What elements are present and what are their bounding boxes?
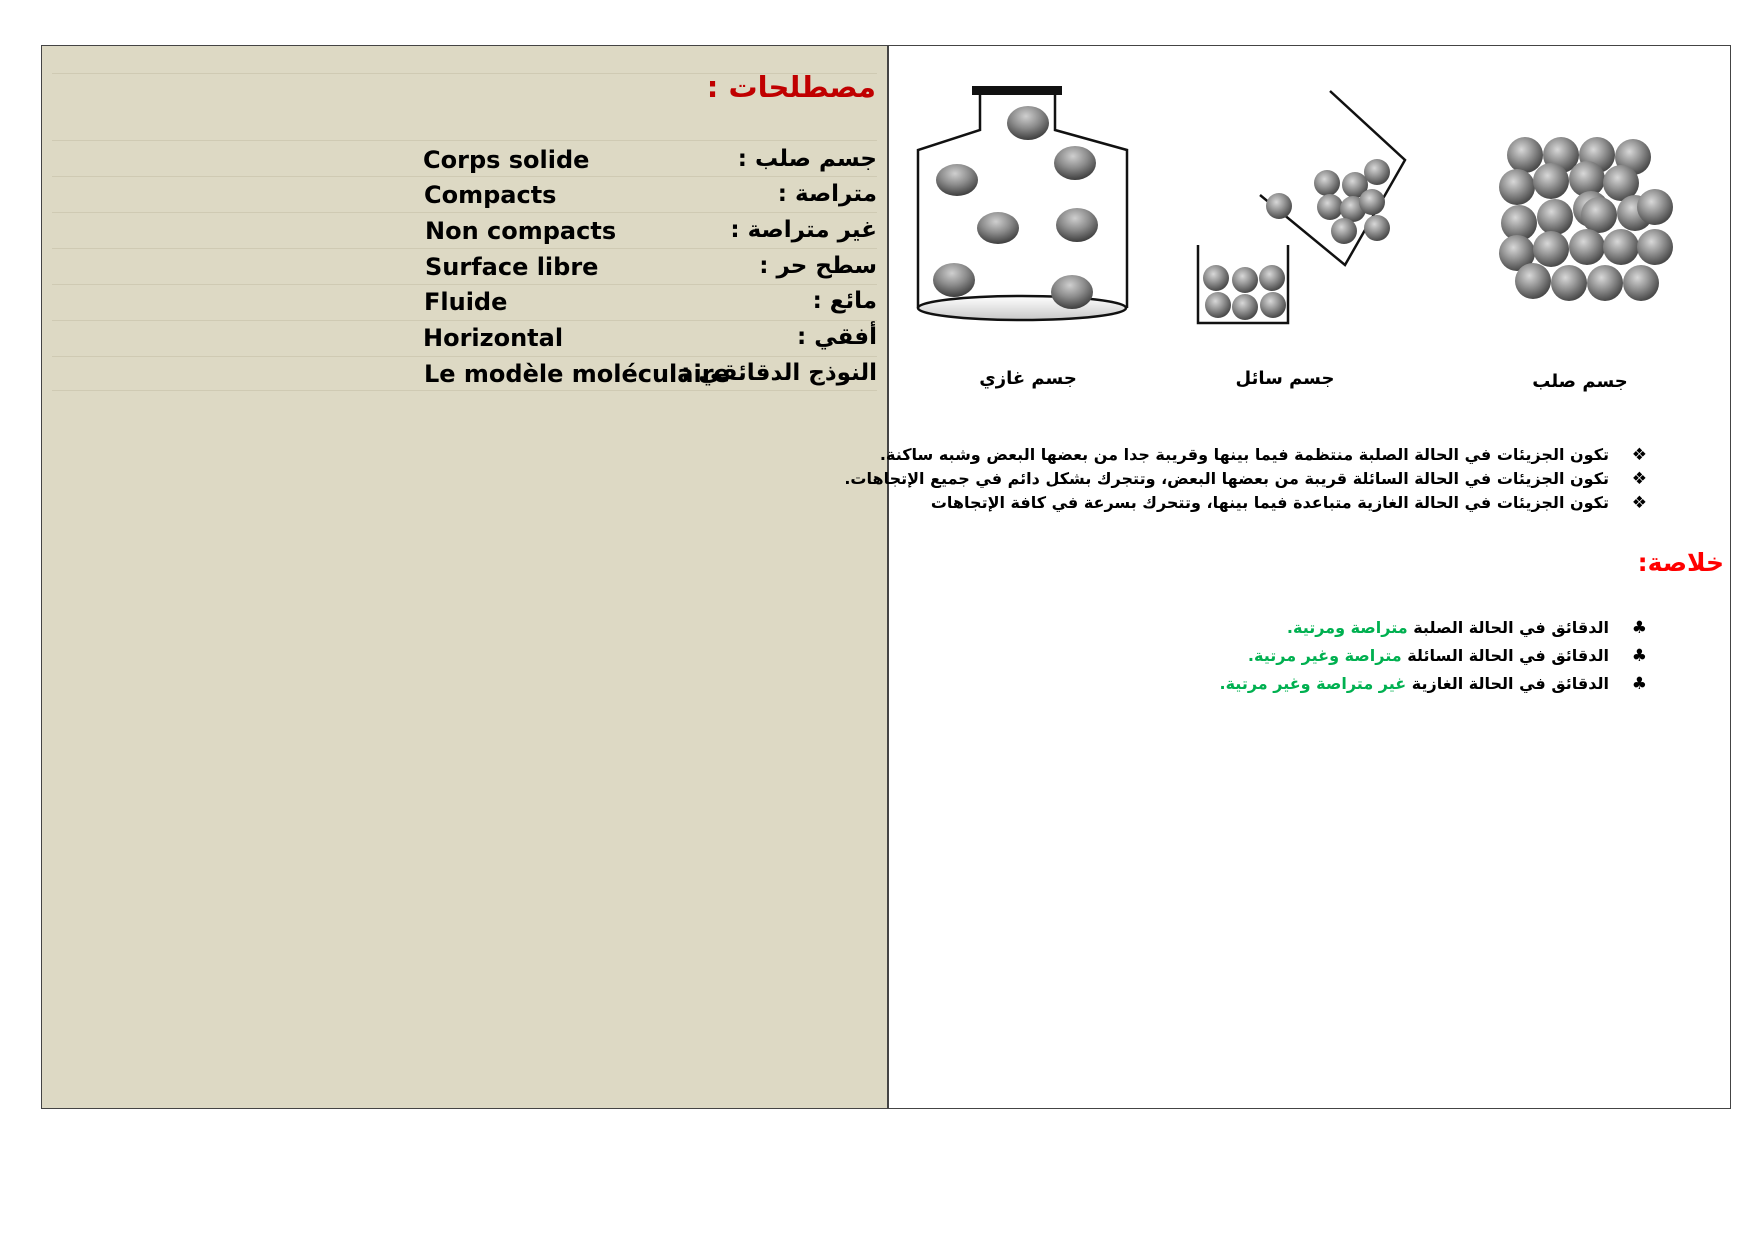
- liquid-molecule: [1232, 294, 1258, 320]
- fact-text: تكون الجزيئات في الحالة السائلة قريبة من بعضها البعض، وتتجرك بشكل دائم في جميع الإتجاهات.: [844, 469, 1609, 488]
- gas-molecule: [936, 164, 978, 196]
- liquid-figure: [1190, 85, 1420, 325]
- liquid-molecule: [1364, 159, 1390, 185]
- term-french: Surface libre: [425, 253, 599, 281]
- gas-molecule: [1056, 208, 1098, 242]
- gas-molecule: [1007, 106, 1049, 140]
- liquid-molecule: [1364, 215, 1390, 241]
- term-arabic: متراصة :: [777, 181, 877, 207]
- fact-text: تكون الجزيئات في الحالة الصلبة منتظمة فيما بينها وقريبة جدا من بعضها البعض وشبه ساكنة.: [879, 445, 1609, 464]
- solid-molecule: [1551, 265, 1587, 301]
- summary-highlight: متراصة ومرتية.: [1286, 618, 1408, 637]
- club-bullet-icon: ♣: [1631, 618, 1647, 638]
- club-bullet-icon: ♣: [1631, 646, 1647, 666]
- liquid-molecule: [1260, 292, 1286, 318]
- list-item: [947, 670, 1647, 698]
- page-frame: [41, 45, 1731, 1109]
- summary-lead: الدقائق في الحالة الغازية: [1406, 674, 1609, 693]
- column-divider: [887, 45, 889, 1109]
- term-french: Non compacts: [425, 217, 617, 245]
- liquid-molecule: [1266, 193, 1292, 219]
- gas-molecule: [1051, 275, 1093, 309]
- term-arabic: غير متراصة :: [730, 217, 877, 243]
- solid-molecule: [1637, 189, 1673, 225]
- summary-highlight: متراصة وغير مرتية.: [1247, 646, 1402, 665]
- liquid-molecule: [1232, 267, 1258, 293]
- diamond-bullet-icon: ❖: [1631, 493, 1647, 513]
- gas-label: جسم غازي: [979, 368, 1077, 389]
- term-french: Le modèle moléculaire: [424, 360, 730, 388]
- solid-molecule: [1537, 199, 1573, 235]
- gas-jar-figure: [910, 80, 1135, 320]
- liquid-label: جسم سائل: [1235, 368, 1335, 389]
- term-arabic: مائع :: [812, 288, 877, 314]
- term-arabic: أفقي :: [797, 324, 877, 350]
- fact-text: تكون الجزيئات في الحالة الغازية متباعدة فيما بينها، وتتحرك بسرعة في كافة الإتجاهات: [930, 493, 1609, 512]
- summary-highlight: غير متراصة وغير مرتية.: [1219, 674, 1407, 693]
- term-french: Corps solide: [423, 146, 590, 174]
- liquid-molecule: [1314, 170, 1340, 196]
- solid-molecule: [1515, 263, 1551, 299]
- solid-molecule: [1507, 137, 1543, 173]
- solid-molecule: [1533, 163, 1569, 199]
- terms-title: مصطلحات :: [706, 70, 876, 104]
- liquid-molecule: [1203, 265, 1229, 291]
- solid-molecule: [1623, 265, 1659, 301]
- jar-base: [918, 296, 1126, 320]
- list-item: [887, 491, 1647, 515]
- term-french: Compacts: [424, 181, 557, 209]
- term-arabic: سطح حر :: [759, 253, 877, 279]
- diamond-bullet-icon: ❖: [1631, 445, 1647, 465]
- solid-molecule: [1499, 169, 1535, 205]
- solid-molecule: [1603, 229, 1639, 265]
- summary-title: خلاصة:: [1637, 548, 1724, 577]
- term-arabic: النوذج الدقائقي :: [681, 360, 877, 386]
- summary-list: [947, 614, 1647, 698]
- gas-molecule: [977, 212, 1019, 244]
- liquid-molecule: [1359, 189, 1385, 215]
- list-item: [947, 614, 1647, 642]
- solid-molecule: [1581, 197, 1617, 233]
- liquid-molecule: [1205, 292, 1231, 318]
- summary-lead: الدقائق في الحالة السائلة: [1401, 646, 1609, 665]
- diamond-bullet-icon: ❖: [1631, 469, 1647, 489]
- solid-molecule: [1569, 229, 1605, 265]
- term-arabic: جسم صلب :: [737, 146, 877, 172]
- summary-lead: الدقائق في الحالة الصلبة: [1407, 618, 1609, 637]
- solid-molecule: [1587, 265, 1623, 301]
- term-french: Horizontal: [423, 324, 564, 352]
- jar-lid: [972, 86, 1062, 95]
- solid-label: جسم صلب: [1532, 371, 1628, 392]
- facts-list: [844, 443, 1647, 515]
- list-item: [844, 467, 1647, 491]
- gas-molecule: [1054, 146, 1096, 180]
- solid-molecule: [1533, 231, 1569, 267]
- term-french: Fluide: [424, 288, 508, 316]
- liquid-molecule: [1259, 265, 1285, 291]
- liquid-molecule: [1317, 194, 1343, 220]
- club-bullet-icon: ♣: [1631, 674, 1647, 694]
- gas-molecule: [933, 263, 975, 297]
- solid-molecule: [1637, 229, 1673, 265]
- liquid-molecule: [1331, 218, 1357, 244]
- list-item: [947, 642, 1647, 670]
- solid-figure: [1495, 135, 1675, 315]
- list-item: [879, 443, 1647, 467]
